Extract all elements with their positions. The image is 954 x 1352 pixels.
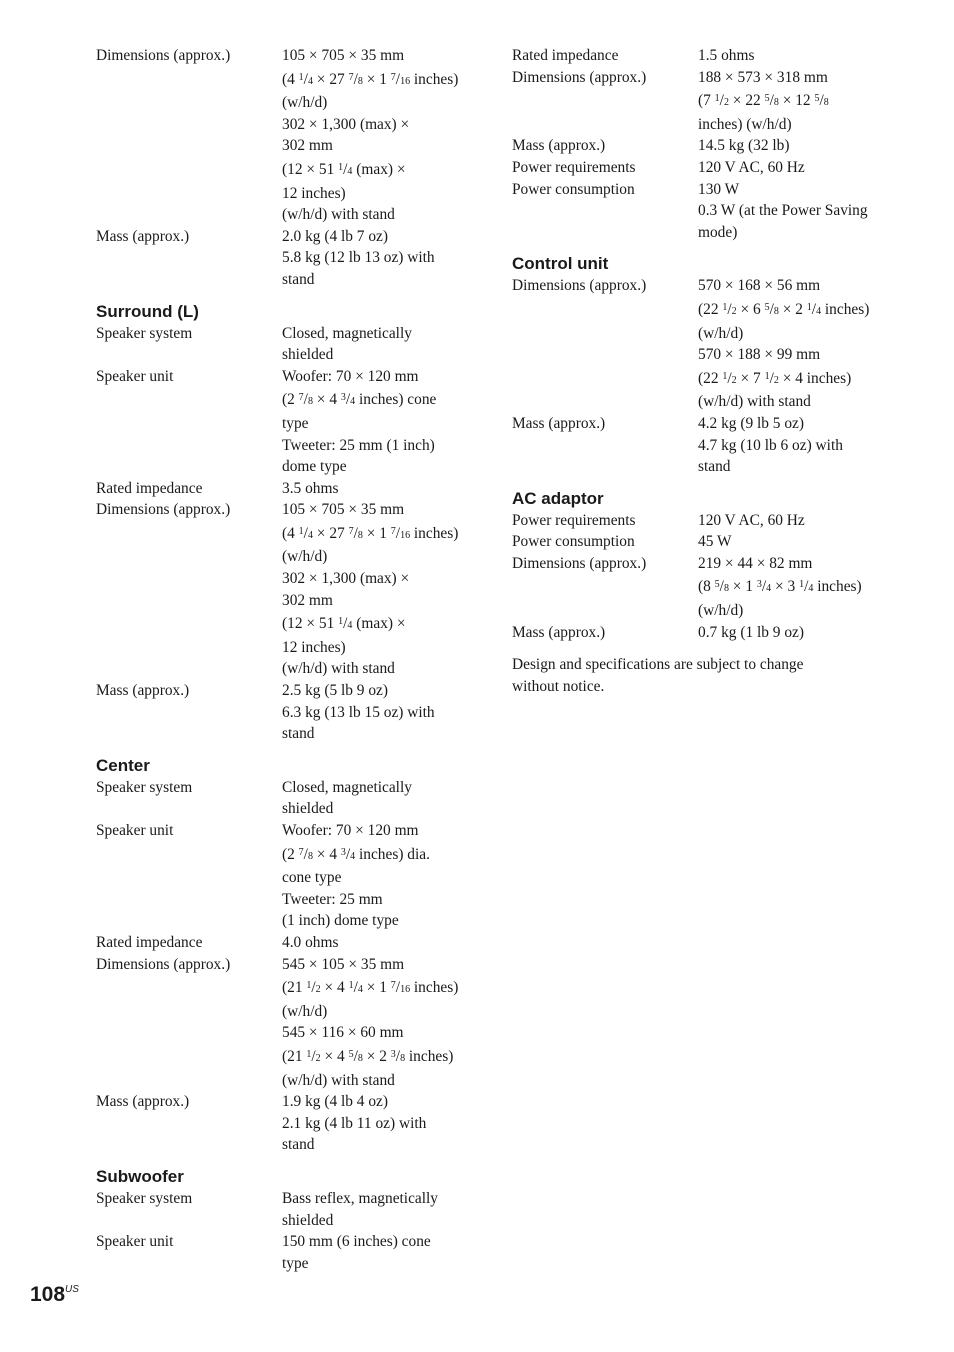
spec-row (96, 680, 476, 745)
spec-value-line: 2.5 kg (5 lb 9 oz) (282, 682, 389, 700)
spec-value-line: 3.5 ohms (282, 479, 339, 497)
spec-row (512, 45, 892, 67)
spec-value-line: 130 W (698, 180, 740, 198)
spec-label: Mass (approx.) (96, 1093, 190, 1111)
spec-value-line: 2.1 kg (4 lb 11 oz) with (282, 1114, 427, 1132)
spec-value-line: (w/h/d) with stand (282, 1071, 395, 1089)
spec-value-line: (4 $^1$/4 × 27 $^7$/8 × 1 $^7$/16 inches) (282, 524, 459, 542)
spec-label: Power requirements (512, 511, 636, 529)
spec-value-line: Woofer: 70 × 120 mm (282, 822, 419, 839)
spec-row (512, 135, 892, 157)
spec-value-line: 302 × 1,300 (max) × (282, 115, 410, 133)
spec-row (96, 777, 476, 820)
spec-value-line: (w/h/d) with stand (282, 660, 395, 678)
spec-value-line: (12 × 51 $^1$/4 (max) × (282, 615, 406, 633)
section-title: Subwoofer (96, 1166, 184, 1186)
spec-value-line: 105 × 705 × 35 mm (282, 501, 405, 519)
spec-value-line: 545 × 116 × 60 mm (282, 1024, 404, 1042)
section-title: Center (96, 755, 150, 775)
spec-label: Dimensions (approx.) (512, 277, 647, 295)
spec-value-line: shielded (282, 346, 334, 364)
spec-value-line: (22 $^1$/2 × 7 $^1$/2 × 4 inches) (698, 369, 852, 387)
spec-values (698, 157, 892, 179)
spec-values (698, 553, 892, 622)
spec-values (282, 932, 476, 954)
spec-value-line: (w/h/d) (282, 548, 328, 566)
spec-row (96, 932, 476, 954)
spec-section (512, 253, 892, 477)
spec-value-line: 0.7 kg (1 lb 9 oz) (698, 623, 805, 641)
spec-value-line: (1 inch) dome type (282, 912, 399, 930)
spec-values (282, 1231, 476, 1274)
spec-values (282, 777, 476, 820)
spec-value-line: type (282, 414, 309, 432)
disclaimer-note (512, 654, 892, 697)
spec-values (282, 366, 476, 478)
spec-row (96, 323, 476, 366)
spec-value-line: Woofer: 70 × 120 mm (282, 367, 419, 385)
spec-values (698, 45, 892, 67)
section-title: AC adaptor (512, 488, 604, 508)
spec-label: Rated impedance (96, 933, 203, 951)
spec-value-line: 120 V AC, 60 Hz (698, 511, 805, 529)
spec-label: Speaker unit (96, 822, 174, 839)
spec-values (282, 499, 476, 680)
spec-value-line: inches) (w/h/d) (698, 115, 792, 133)
spec-value-line: 2.0 kg (4 lb 7 oz) (282, 227, 389, 245)
spec-section (96, 755, 476, 1156)
spec-values (282, 323, 476, 366)
spec-label: Dimensions (approx.) (512, 554, 647, 572)
spec-values (698, 179, 892, 244)
spec-label: Mass (approx.) (512, 623, 606, 641)
spec-row (512, 157, 892, 179)
spec-value-line: 12 inches) (282, 184, 346, 202)
page-number (30, 1283, 79, 1307)
spec-label: Speaker unit (96, 1233, 174, 1251)
spec-value-line: Tweeter: 25 mm (1 inch) (282, 436, 435, 454)
spec-row (512, 67, 892, 136)
spec-value-line: 105 × 705 × 35 mm (282, 47, 405, 64)
spec-value-line: stand (282, 1136, 315, 1154)
spec-value-line: (w/h/d) (698, 324, 744, 342)
spec-value-line: (w/h/d) (698, 602, 744, 620)
spec-value-line: 545 × 105 × 35 mm (282, 955, 405, 973)
spec-value-line: 188 × 573 × 318 mm (698, 68, 828, 86)
spec-row (96, 1091, 476, 1156)
spec-row (96, 820, 476, 932)
spec-label: Mass (approx.) (512, 137, 606, 155)
spec-value-line: Tweeter: 25 mm (282, 890, 383, 908)
spec-value-line: Closed, magnetically (282, 324, 412, 342)
spec-label: Power consumption (512, 533, 635, 551)
spec-value-line: 5.8 kg (12 lb 13 oz) with (282, 249, 435, 267)
spec-value-line: (7 $^1$/2 × 22 $^5$/8 × 12 $^5$/8 (698, 92, 829, 110)
spec-values (282, 820, 476, 932)
spec-value-line: (8 $^5$/8 × 1 $^3$/4 × 3 $^1$/4 inches) (698, 578, 862, 596)
spec-label: Rated impedance (96, 479, 203, 497)
spec-value-line: shielded (282, 1211, 334, 1229)
spec-values (698, 531, 892, 553)
spec-values (282, 680, 476, 745)
spec-value-line: shielded (282, 800, 334, 818)
spec-value-line: 570 × 168 × 56 mm (698, 277, 821, 295)
spec-label: Power requirements (512, 158, 636, 176)
spec-row (512, 531, 892, 553)
spec-label: Speaker system (96, 324, 193, 342)
left-column (96, 45, 476, 1274)
spec-section (512, 488, 892, 644)
spec-row (512, 622, 892, 644)
spec-label: Rated impedance (512, 47, 619, 64)
right-column (512, 45, 892, 697)
spec-value-line: 150 mm (6 inches) cone (282, 1233, 431, 1251)
spec-values (282, 954, 476, 1092)
spec-value-line: 14.5 kg (32 lb) (698, 137, 790, 155)
section-title: Surround (L) (96, 301, 199, 321)
spec-value-line: 1.9 kg (4 lb 4 oz) (282, 1093, 389, 1111)
spec-value-line: 6.3 kg (13 lb 15 oz) with (282, 703, 435, 721)
spec-values (698, 413, 892, 478)
spec-value-line: (2 $^7$/8 × 4 $^3$/4 inches) cone (282, 391, 437, 409)
spec-label: Dimensions (approx.) (96, 501, 231, 519)
spec-values (698, 67, 892, 136)
spec-section (96, 1166, 476, 1274)
spec-value-line: (21 $^1$/2 × 4 $^5$/8 × 2 $^3$/8 inches) (282, 1047, 454, 1065)
spec-value-line: 1.5 ohms (698, 47, 755, 64)
note-line: without notice. (512, 677, 605, 695)
spec-values (282, 1091, 476, 1156)
spec-value-line: 4.0 ohms (282, 933, 339, 951)
spec-value-line: 570 × 188 × 99 mm (698, 346, 821, 364)
spec-value-line: 302 mm (282, 137, 333, 155)
spec-value-line: 120 V AC, 60 Hz (698, 158, 805, 176)
spec-value-line: 4.2 kg (9 lb 5 oz) (698, 414, 805, 432)
spec-values (698, 275, 892, 413)
spec-row (512, 179, 892, 244)
spec-value-line: (2 $^7$/8 × 4 $^3$/4 inches) dia. (282, 845, 430, 863)
spec-row (96, 366, 476, 478)
spec-row (512, 275, 892, 413)
page-number-value: 108 (30, 1283, 66, 1306)
spec-values (282, 1188, 476, 1231)
spec-row (512, 510, 892, 532)
spec-label: Speaker system (96, 778, 193, 796)
spec-value-line: (22 $^1$/2 × 6 $^5$/8 × 2 $^1$/4 inches) (698, 300, 870, 318)
section-title: Control unit (512, 254, 609, 274)
spec-value-line: (12 × 51 $^1$/4 (max) × (282, 160, 406, 178)
spec-row (96, 499, 476, 680)
spec-value-line: 302 × 1,300 (max) × (282, 570, 410, 588)
spec-section (512, 45, 892, 243)
note-line: Design and specifications are subject to change (512, 656, 804, 674)
spec-label: Dimensions (approx.) (96, 955, 231, 973)
spec-value-line: (w/h/d) with stand (282, 206, 395, 224)
spec-value-line: (w/h/d) (282, 94, 328, 112)
spec-values (698, 510, 892, 532)
spec-label: Dimensions (approx.) (96, 47, 231, 64)
spec-value-line: 219 × 44 × 82 mm (698, 554, 813, 572)
spec-value-line: (4 $^1$/4 × 27 $^7$/8 × 1 $^7$/16 inches) (282, 70, 459, 88)
spec-label: Mass (approx.) (96, 682, 190, 700)
spec-value-line: type (282, 1254, 309, 1272)
spec-label: Mass (approx.) (512, 414, 606, 432)
spec-value-line: (w/h/d) with stand (698, 393, 811, 411)
spec-label: Dimensions (approx.) (512, 68, 647, 86)
spec-value-line: cone type (282, 869, 342, 887)
spec-row (96, 1188, 476, 1231)
spec-row (96, 478, 476, 500)
spec-value-line: (w/h/d) (282, 1002, 328, 1020)
spec-values (698, 135, 892, 157)
spec-row (512, 553, 892, 622)
spec-values (282, 45, 476, 226)
spec-label: Speaker unit (96, 367, 174, 385)
spec-value-line: stand (282, 270, 315, 288)
spec-row (96, 954, 476, 1092)
spec-values (282, 226, 476, 291)
spec-value-line: 45 W (698, 533, 732, 551)
spec-value-line: Closed, magnetically (282, 778, 412, 796)
page-region-suffix: US (65, 1284, 79, 1295)
spec-value-line: mode) (698, 223, 738, 241)
spec-row (512, 413, 892, 478)
spec-value-line: 302 mm (282, 591, 333, 609)
spec-value-line: 4.7 kg (10 lb 6 oz) with (698, 436, 843, 454)
spec-values (282, 478, 476, 500)
spec-value-line: (21 $^1$/2 × 4 $^1$/4 × 1 $^7$/16 inches) (282, 979, 459, 997)
spec-values (698, 622, 892, 644)
spec-value-line: dome type (282, 458, 347, 476)
spec-label: Speaker system (96, 1189, 193, 1207)
spec-section (96, 301, 476, 745)
spec-label: Mass (approx.) (96, 227, 190, 245)
spec-value-line: Bass reflex, magnetically (282, 1189, 438, 1207)
spec-section (96, 45, 476, 291)
spec-row (96, 45, 476, 226)
spec-value-line: stand (698, 458, 731, 476)
spec-value-line: 12 inches) (282, 638, 346, 656)
spec-value-line: stand (282, 725, 315, 743)
spec-row (96, 226, 476, 291)
spec-value-line: 0.3 W (at the Power Saving (698, 202, 868, 220)
spec-label: Power consumption (512, 180, 635, 198)
spec-row (96, 1231, 476, 1274)
